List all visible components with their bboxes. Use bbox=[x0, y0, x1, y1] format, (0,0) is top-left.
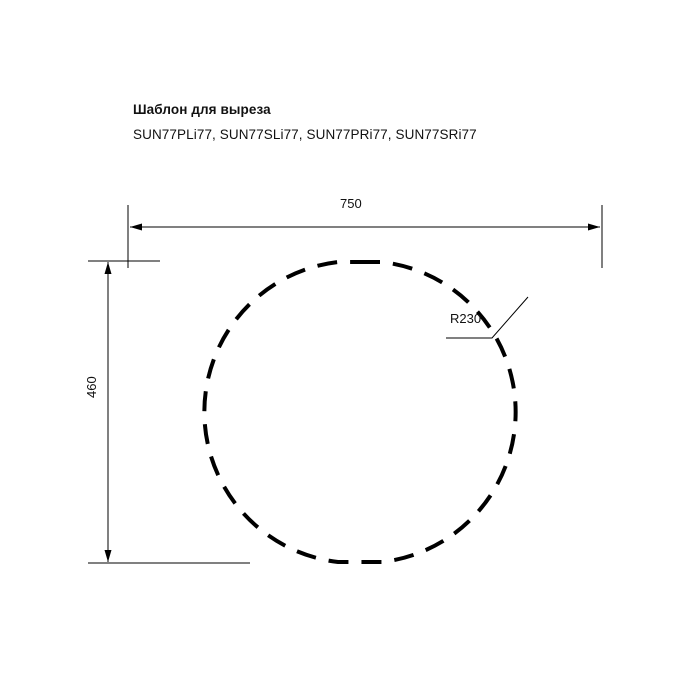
arrow-left bbox=[130, 224, 142, 231]
extension-lines bbox=[88, 205, 602, 563]
model-list: SUN77PLi77, SUN77SLi77, SUN77PRi77, SUN77SRi77 bbox=[133, 127, 477, 142]
page-title: Шаблон для выреза bbox=[133, 102, 271, 117]
radius-dimension-label: R230 bbox=[450, 311, 482, 326]
arrow-top bbox=[105, 262, 112, 274]
arrow-right bbox=[588, 224, 600, 231]
dimension-line-width bbox=[130, 224, 600, 231]
arrow-bottom bbox=[105, 550, 112, 562]
height-dimension-label: 460 bbox=[84, 376, 99, 398]
cutout-outline bbox=[204, 262, 515, 562]
dimension-line-height bbox=[105, 262, 112, 562]
width-dimension-label: 750 bbox=[340, 196, 362, 211]
